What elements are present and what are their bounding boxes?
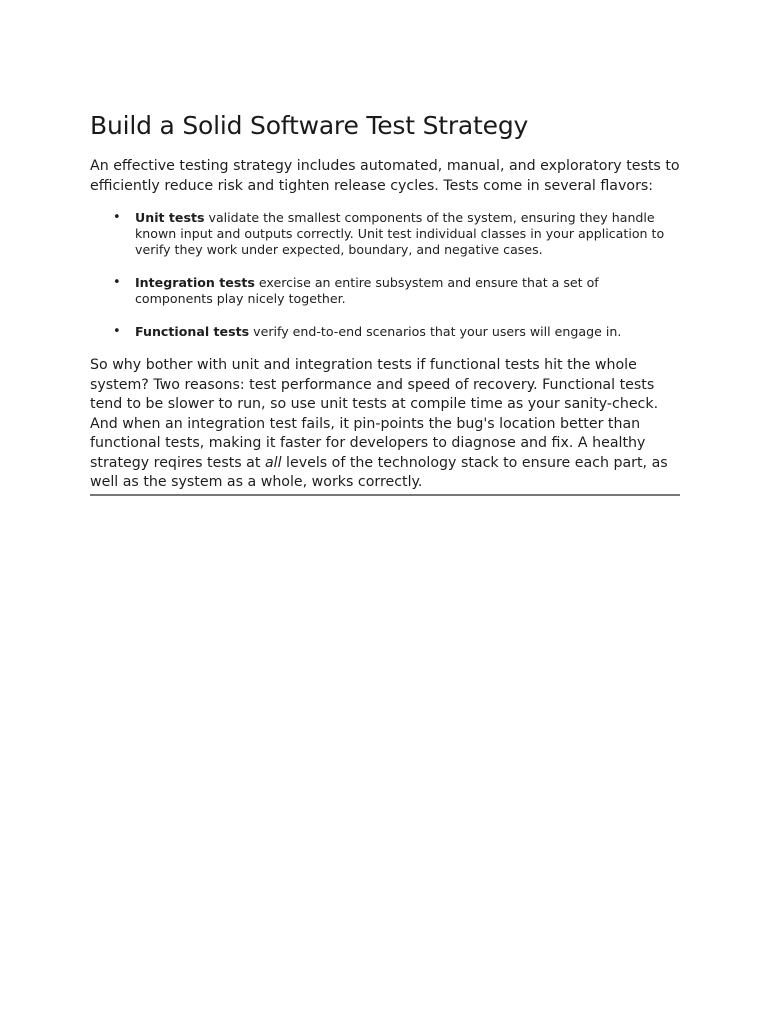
bullet-term: Integration tests	[135, 275, 255, 290]
closing-paragraph	[90, 356, 680, 496]
list-item-unit-tests	[113, 210, 680, 258]
bullet-text: verify end-to-end scenarios that your users will engage in.	[249, 324, 622, 339]
bullet-text: validate the smallest components of the system, ensuring they handle known input and outputs correctly. Unit test individual classes in your application to verify they work under expected, boundary, and negative cases.	[135, 210, 665, 257]
bullet-icon: •	[113, 275, 121, 290]
intro-paragraph: An effective testing strategy includes automated, manual, and exploratory tests to efficiently reduce risk and tighten release cycles. Tests come in several flavors:	[90, 158, 680, 194]
test-types-list	[90, 210, 680, 340]
page-title: Build a Solid Software Test Strategy	[90, 111, 529, 140]
bullet-term: Unit tests	[135, 210, 205, 225]
closing-text-before: So why bother with unit and integration tests if functional tests hit the whole system? Two reasons: test performance and speed of recovery. Functional tests tend to be slower to run, so use unit tests at compile time as your sanity-check. And when an integration test fails, it pin-points the bug's location better than functional tests, making it faster for developers to diagnose and fix. A healthy strategy reqires tests at	[90, 357, 659, 471]
bullet-text: exercise an entire subsystem and ensure that a set of components play nicely together.	[135, 275, 599, 306]
bullet-icon: •	[113, 210, 121, 225]
document-page	[90, 108, 680, 496]
closing-emphasis: all	[264, 454, 282, 471]
bullet-icon: •	[113, 324, 121, 339]
list-item-functional-tests	[113, 324, 680, 340]
list-item-integration-tests	[113, 275, 680, 307]
closing-text-after: levels of the technology stack to ensure each part, as well as the system as a whole, works correctly.	[90, 454, 668, 490]
bullet-term: Functional tests	[135, 324, 250, 339]
